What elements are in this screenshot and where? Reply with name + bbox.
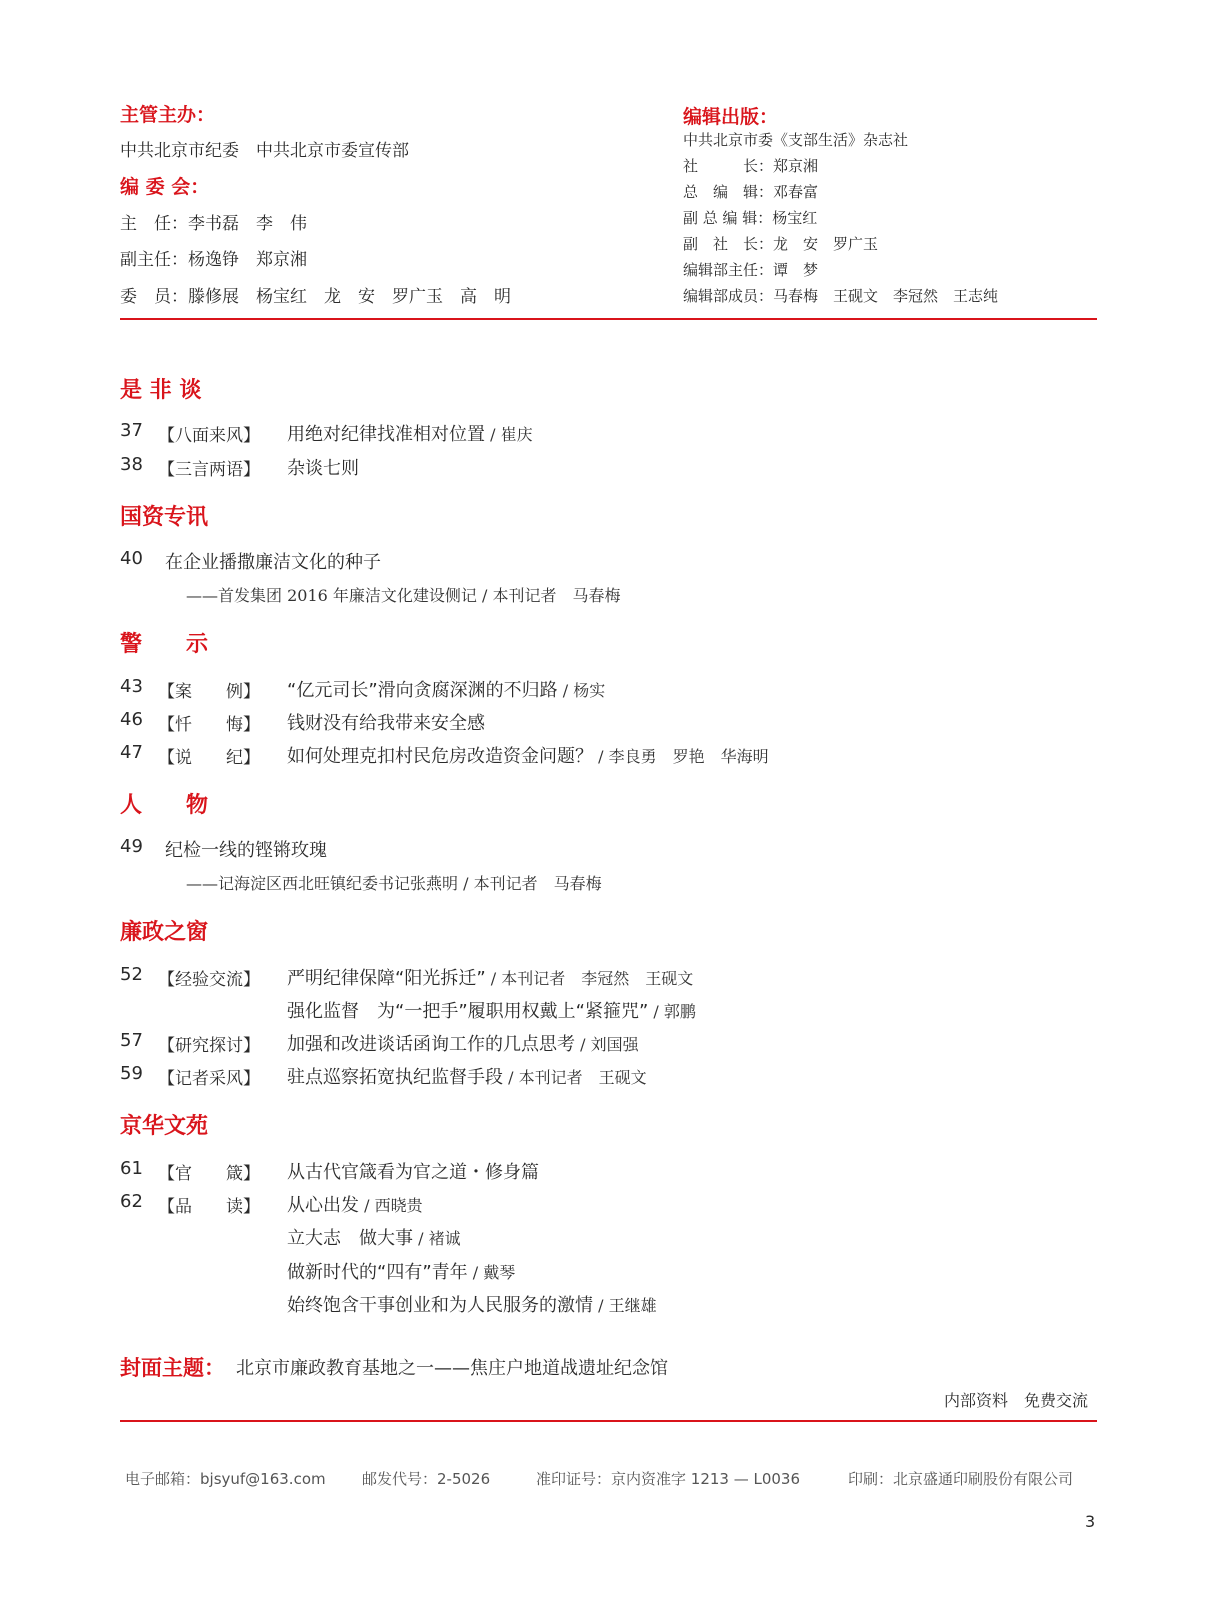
cover-note: 内部资料 免费交流 bbox=[944, 1391, 1089, 1410]
page-number: 37 bbox=[120, 420, 143, 441]
cover-text: 北京市廉政教育基地之一——焦庄户地道战遗址纪念馆 bbox=[236, 1358, 668, 1379]
article-title: 加强和改进谈话函询工作的几点思考 / 刘国强 bbox=[287, 1034, 639, 1055]
publisher-vice-president: 副 社 长：龙 安 罗广玉 bbox=[683, 235, 879, 253]
article-title: 驻点巡察拓宽执纪监督手段 / 本刊记者 王砚文 bbox=[287, 1067, 647, 1088]
page-number: 52 bbox=[120, 964, 143, 985]
header-divider bbox=[120, 318, 1097, 320]
publisher-dept-head: 编辑部主任：谭 梦 bbox=[683, 261, 819, 279]
article-title: 严明纪律保障“阳光拆迁” / 本刊记者 李冠然 王砚文 bbox=[287, 968, 694, 989]
section-title: 人 物 bbox=[120, 793, 209, 818]
article-title: 强化监督 为“一把手”履职用权戴上“紧箍咒” / 郭鹏 bbox=[287, 1001, 696, 1022]
column-tag: 【经验交流】 bbox=[158, 970, 260, 990]
article-title: 如何处理克扣村民危房改造资金问题？ / 李良勇 罗艳 华海明 bbox=[287, 746, 769, 767]
article-author: / 郭鹏 bbox=[648, 1002, 696, 1021]
article-author: / 戴琴 bbox=[467, 1263, 516, 1282]
footer-printer: 印刷：北京盛通印刷股份有限公司 bbox=[848, 1470, 1074, 1488]
footer-permit: 准印证号：京内资准字 1213 — L0036 bbox=[536, 1470, 801, 1488]
committee-members: 委 员：滕修展 杨宝红 龙 安 罗广玉 高 明 bbox=[120, 287, 511, 307]
footer-postal-code: 邮发代号：2-5026 bbox=[362, 1470, 491, 1488]
column-tag: 【案 例】 bbox=[158, 682, 260, 702]
article-title: 做新时代的“四有”青年 / 戴琴 bbox=[287, 1262, 516, 1283]
committee-deputy: 副主任：杨逸铮 郑京湘 bbox=[120, 250, 307, 270]
article-author: / 杨实 bbox=[557, 681, 606, 700]
publisher-president: 社 长：郑京湘 bbox=[683, 157, 819, 175]
page-number: 38 bbox=[120, 454, 143, 475]
article-author: / 刘国强 bbox=[575, 1035, 639, 1054]
article-title: 在企业播撒廉洁文化的种子 bbox=[165, 552, 381, 573]
column-tag: 【研究探讨】 bbox=[158, 1036, 260, 1056]
article-title: 钱财没有给我带来安全感 bbox=[287, 713, 485, 734]
publisher-dept-members: 编辑部成员：马春梅 王砚文 李冠然 王志纯 bbox=[683, 287, 999, 305]
article-author: / 本刊记者 李冠然 王砚文 bbox=[485, 969, 694, 988]
page-number: 43 bbox=[120, 676, 143, 697]
article-title: 用绝对纪律找准相对位置 / 崔庆 bbox=[287, 424, 533, 445]
column-tag: 【官 箴】 bbox=[158, 1164, 260, 1184]
column-tag: 【记者采风】 bbox=[158, 1069, 260, 1089]
article-title: 杂谈七则 bbox=[287, 458, 359, 479]
article-author: / 王继雄 bbox=[593, 1296, 657, 1315]
publisher-deputy-editor: 副 总 编 辑：杨宝红 bbox=[683, 209, 818, 227]
article-author: / 褚诚 bbox=[413, 1229, 461, 1248]
article-author: / 李良勇 罗艳 华海明 bbox=[593, 747, 769, 766]
article-title: 从心出发 / 西晓贵 bbox=[287, 1195, 423, 1216]
article-title: 纪检一线的铿锵玫瑰 bbox=[165, 840, 327, 861]
page-number: 47 bbox=[120, 742, 143, 763]
article-author: / 本刊记者 王砚文 bbox=[503, 1068, 647, 1087]
article-title: 立大志 做大事 / 褚诚 bbox=[287, 1228, 461, 1249]
article-title: 始终饱含干事创业和为人民服务的激情 / 王继雄 bbox=[287, 1295, 657, 1316]
page-number: 46 bbox=[120, 709, 143, 730]
article-subtitle: ——首发集团 2016 年廉洁文化建设侧记 / 本刊记者 马春梅 bbox=[186, 586, 621, 605]
publisher-chief-editor: 总 编 辑：邓春富 bbox=[683, 183, 819, 201]
committee-director: 主 任：李书磊 李 伟 bbox=[120, 214, 307, 234]
column-tag: 【忏 悔】 bbox=[158, 715, 260, 735]
section-title: 廉政之窗 bbox=[120, 920, 209, 945]
section-title: 是 非 谈 bbox=[120, 378, 202, 403]
footer-email: 电子邮箱：bjsyuf@163.com bbox=[125, 1470, 326, 1488]
footer-divider bbox=[120, 1420, 1097, 1422]
column-tag: 【说 纪】 bbox=[158, 748, 260, 768]
publisher-label: 编辑出版： bbox=[683, 106, 779, 128]
article-subtitle: ——记海淀区西北旺镇纪委书记张燕明 / 本刊记者 马春梅 bbox=[186, 874, 602, 893]
section-title: 国资专讯 bbox=[120, 505, 209, 530]
article-author: / 崔庆 bbox=[485, 425, 533, 444]
page-number: 40 bbox=[120, 548, 143, 569]
page-number: 57 bbox=[120, 1030, 143, 1051]
section-title: 警 示 bbox=[120, 632, 209, 657]
section-title: 京华文苑 bbox=[120, 1114, 209, 1139]
page-number: 59 bbox=[120, 1063, 143, 1084]
publisher-org: 中共北京市委《支部生活》杂志社 bbox=[683, 131, 909, 149]
article-title: “亿元司长”滑向贪腐深渊的不归路 / 杨实 bbox=[287, 680, 606, 701]
page-number-footer: 3 bbox=[1085, 1512, 1096, 1531]
page-number: 61 bbox=[120, 1158, 143, 1179]
column-tag: 【三言两语】 bbox=[158, 460, 260, 480]
page-number: 62 bbox=[120, 1191, 143, 1212]
article-author: / 西晓贵 bbox=[359, 1196, 423, 1215]
committee-label: 编 委 会： bbox=[120, 176, 210, 198]
page-number: 49 bbox=[120, 836, 143, 857]
column-tag: 【品 读】 bbox=[158, 1197, 260, 1217]
sponsor-label: 主管主办： bbox=[120, 104, 216, 126]
column-tag: 【八面来风】 bbox=[158, 426, 260, 446]
cover-label: 封面主题： bbox=[120, 1356, 225, 1380]
sponsor-value: 中共北京市纪委 中共北京市委宣传部 bbox=[120, 141, 409, 161]
article-title: 从古代官箴看为官之道・修身篇 bbox=[287, 1162, 539, 1183]
